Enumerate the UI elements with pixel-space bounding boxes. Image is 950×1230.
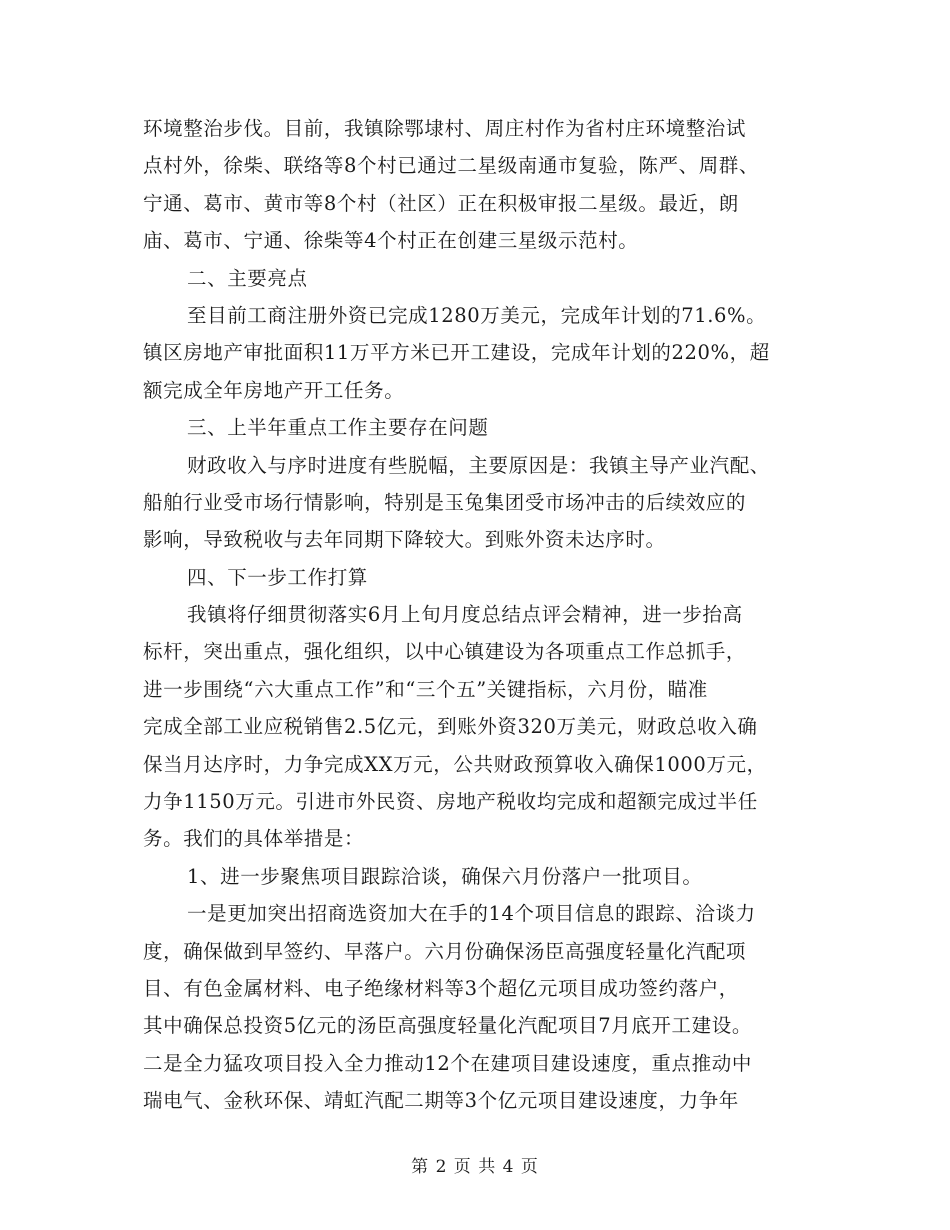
section-heading: 四、下一步工作打算 (187, 565, 368, 589)
body-line: 标杆，突出重点，强化组织，以中心镇建设为各项重点工作总抓手， (143, 640, 747, 664)
body-line: 完成全部工业应税销售2.5亿元，到账外资320万美元，财政总收入确 (143, 715, 758, 739)
body-line: 度，确保做到早签约、早落户。六月份确保汤臣高强度轻量化汽配项 (143, 939, 747, 963)
body-line: 保当月达序时，力争完成XX万元，公共财政预算收入确保1000万元， (143, 752, 767, 776)
body-line: 额完成全年房地产开工任务。 (143, 378, 405, 402)
page-number-footer: 第 2 页 共 4 页 (411, 1157, 539, 1177)
body-line: 点村外，徐柴、联络等8个村已通过二星级南通市复验，陈严、周群、 (143, 154, 760, 178)
body-line: 二是全力猛攻项目投入全力推动12个在建项目建设速度，重点推动中 (143, 1051, 752, 1075)
body-line: 影响，导致税收与去年同期下降较大。到账外资未达序时。 (143, 528, 666, 552)
body-line: 务。我们的具体举措是： (143, 827, 365, 851)
document-body (143, 110, 808, 1120)
section-heading: 三、上半年重点工作主要存在问题 (187, 416, 489, 440)
subsection-heading: 1、进一步聚焦项目跟踪洽谈，确保六月份落户一批项目。 (187, 864, 703, 888)
body-line: 进一步围绕“六大重点工作”和“三个五”关键指标，六月份，瞄准 (143, 677, 708, 701)
body-line: 镇区房地产审批面积11万平方米已开工建设，完成年计划的220%，超 (143, 341, 770, 365)
body-line: 船舶行业受市场行情影响，特别是玉兔集团受市场冲击的后续效应的 (143, 490, 747, 514)
body-line: 宁通、葛市、黄市等8个村（社区）正在积极审报二星级。最近，朗 (143, 191, 739, 215)
body-line: 一是更加突出招商选资加大在手的14个项目信息的跟踪、洽谈力 (187, 902, 756, 926)
body-line: 庙、葛市、宁通、徐柴等4个村正在创建三星级示范村。 (143, 229, 639, 253)
body-line: 我镇将仔细贯彻落实6月上旬月度总结点评会精神，进一步抬高 (187, 603, 743, 627)
body-line: 瑞电气、金秋环保、靖虹汽配二期等3个亿元项目建设速度，力争年 (143, 1089, 739, 1113)
body-line: 环境整治步伐。目前，我镇除鄂埭村、周庄村作为省村庄环境整治试 (143, 117, 747, 140)
body-line: 财政收入与序时进度有些脱幅，主要原因是：我镇主导产业汽配、 (187, 453, 770, 477)
section-heading: 二、主要亮点 (187, 266, 308, 290)
body-line: 力争1150万元。引进市外民资、房地产税收均完成和超额完成过半任 (143, 790, 758, 814)
body-line: 其中确保总投资5亿元的汤臣高强度轻量化汽配项目7月底开工建设。 (143, 1014, 752, 1038)
body-line: 至目前工商注册外资已完成1280万美元，完成年计划的71.6%。 (187, 303, 767, 327)
body-line: 目、有色金属材料、电子绝缘材料等3个超亿元项目成功签约落户， (143, 976, 739, 1000)
